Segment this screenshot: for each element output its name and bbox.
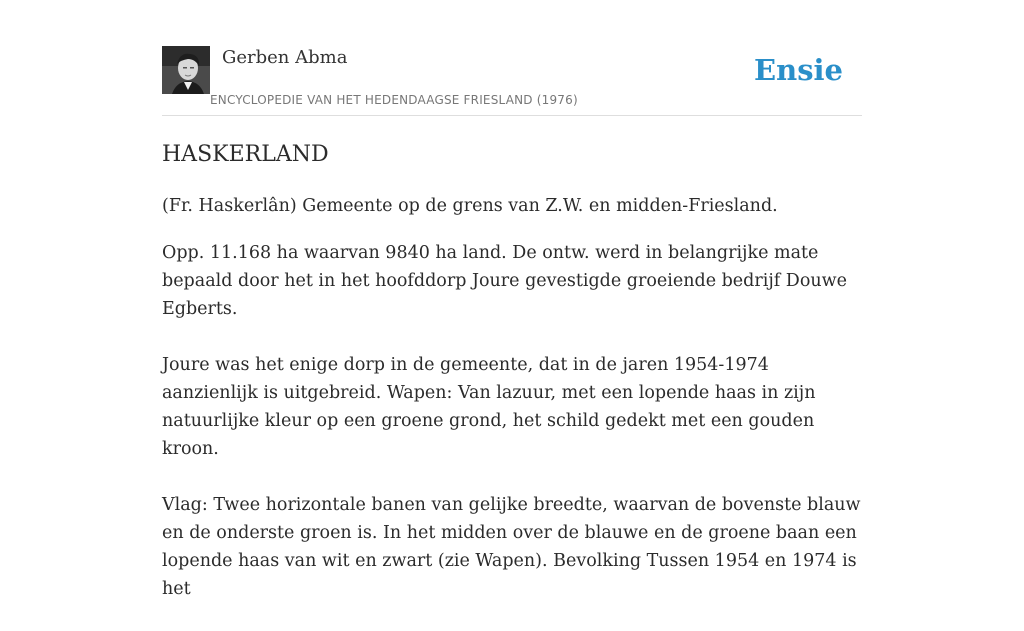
ensie-logo[interactable]: Ensie	[754, 53, 843, 87]
article-page	[162, 0, 862, 599]
article-lead: (Fr. Haskerlân) Gemeente op de grens van Z.W. en midden-Friesland.	[162, 196, 778, 216]
article-body	[162, 239, 862, 631]
author-name[interactable]: Gerben Abma	[222, 47, 348, 68]
article-paragraph: Opp. 11.168 ha waarvan 9840 ha land. De ontw. werd in belangrijke mate bepaald door het in het hoofddorp Joure gevestigde groeiende bedrijf Douwe Egberts.	[162, 243, 847, 319]
author-avatar[interactable]	[162, 46, 210, 94]
page-title: HASKERLAND	[162, 142, 329, 167]
author-portrait-icon	[162, 46, 210, 94]
article-paragraph: Joure was het enige dorp in de gemeente, dat in de jaren 1954-1974 aanzienlijk is uitgebreid. Wapen: Van lazuur, met een lopende haas in zijn natuurlijke kleur op een groene grond, het schild gedekt met een gouden kroon.	[162, 355, 816, 459]
source-label[interactable]: ENCYCLOPEDIE VAN HET HEDENDAAGSE FRIESLAND (1976)	[210, 93, 578, 107]
article-header	[162, 46, 862, 116]
article-paragraph: Vlag: Twee horizontale banen van gelijke breedte, waarvan de bovenste blauw en de onderste groen is. In het midden over de blauwe en de groene baan een lopende haas van wit en zwart (zie Wapen). Bevolking Tussen 1954 en 1974 is het	[162, 495, 861, 599]
